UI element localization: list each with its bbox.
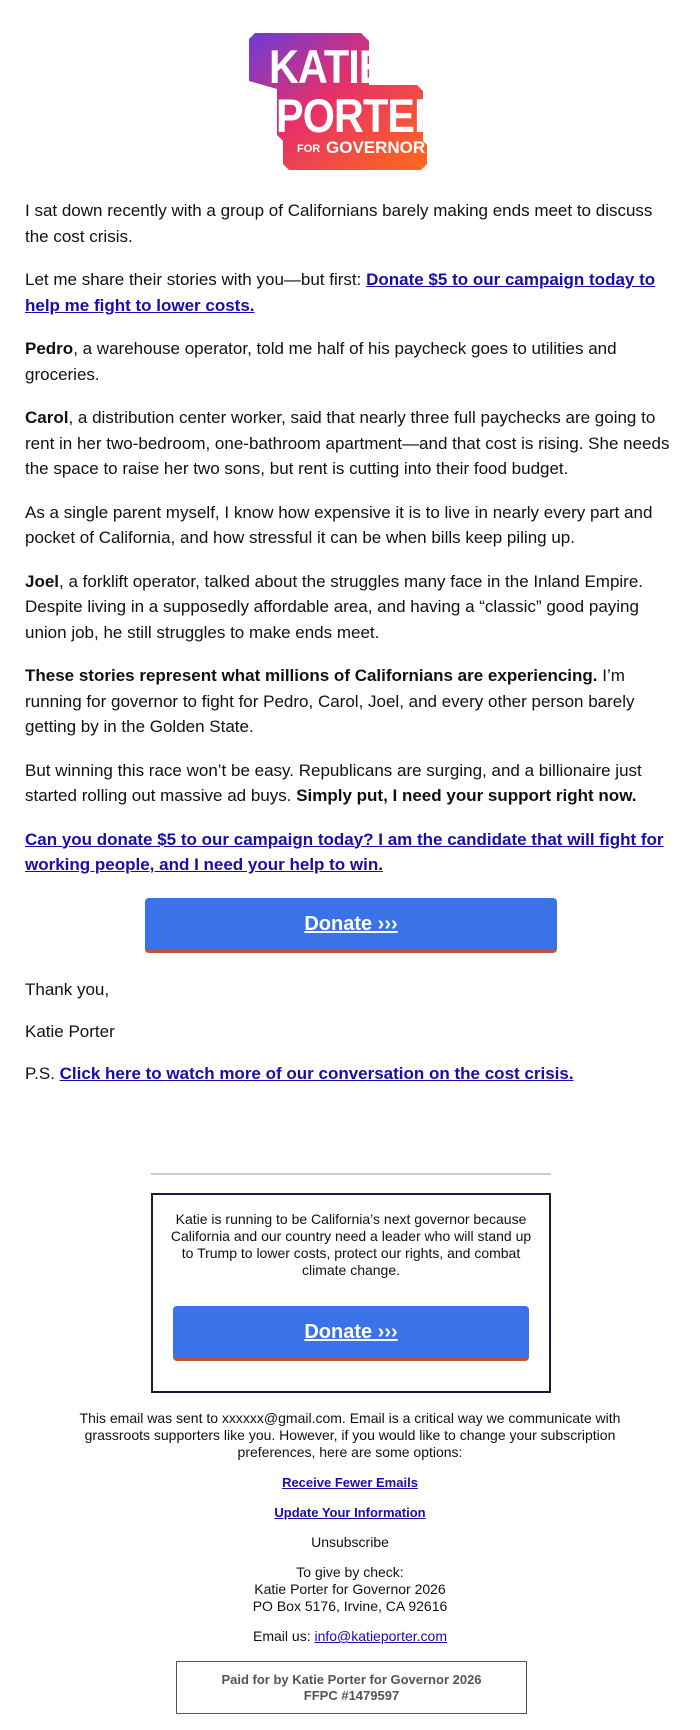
divider	[151, 1173, 551, 1175]
race-bold: Simply put, I need your support right now.	[296, 786, 637, 805]
closing	[25, 977, 574, 1103]
unsubscribe-link[interactable]: Unsubscribe	[311, 1534, 389, 1550]
paragraph-ask	[25, 827, 675, 878]
donate-link-ask[interactable]: Can you donate $5 to our campaign today? I am the candidate that will fight for working people, and I need your help to win.	[25, 829, 664, 874]
paragraph-stories	[25, 663, 675, 740]
race-text: But winning this race won’t be easy. Republicans are surging, and a billionaire just started rolling out massive ad buys.	[25, 760, 642, 805]
box-text: Katie is running to be California’s next governor because California and our country need a leader who will stand up to Trump to lower costs, protect our rights, and combat climate change.	[170, 1211, 532, 1278]
thank-you: Thank you,	[25, 980, 110, 999]
name-joel: Joel	[25, 571, 60, 591]
share-text: Let me share their stories with you—but first:	[25, 270, 367, 289]
paragraph-joel	[25, 569, 675, 646]
paid-line-1: Paid for by Katie Porter for Governor 2026	[221, 1672, 482, 1687]
signature: Katie Porter	[25, 1022, 115, 1041]
donate-button-main[interactable]: Donate ›››	[145, 898, 557, 953]
check-title: To give by check:	[296, 1564, 404, 1580]
check-address: PO Box 5176, Irvine, CA 92616	[252, 1598, 448, 1614]
message-body	[25, 198, 675, 896]
paragraph-share	[25, 267, 675, 318]
paragraph-single-parent: As a single parent myself, I know how expensive it is to live in nearly every part and pocket of California, and how stressful it can be when bills keep piling up.	[25, 502, 653, 547]
paragraph-carol	[25, 405, 675, 482]
email-us	[50, 1628, 650, 1645]
check-info	[50, 1564, 650, 1615]
pedro-text: , a warehouse operator, told me half of his paycheck goes to utilities and groceries.	[25, 339, 617, 384]
watch-conversation-link[interactable]: Click here to watch more of our conversation on the cost crisis.	[59, 1064, 574, 1083]
email-label: Email us:	[253, 1628, 315, 1644]
stories-text: I’m running for governor to fight for Pedro, Carol, Joel, and every other person barely getting by in the Golden State.	[25, 666, 635, 736]
campaign-logo[interactable]	[249, 33, 454, 170]
postscript	[25, 1061, 574, 1086]
paragraph-intro: I sat down recently with a group of Californians barely making ends meet to discuss the cost crisis.	[25, 201, 653, 246]
name-pedro: Pedro	[25, 339, 74, 358]
paid-for-disclaimer	[176, 1661, 527, 1714]
update-info-item	[50, 1504, 650, 1521]
paragraph-pedro	[25, 336, 675, 387]
logo-text-porter: PORTER	[276, 89, 444, 142]
name-carol: Carol	[25, 408, 69, 427]
logo-text-governor: GOVERNOR	[326, 138, 426, 157]
paragraph-race	[25, 758, 675, 809]
paid-line-2: FFPC #1479597	[303, 1688, 400, 1703]
ps-prefix: P.S.	[25, 1064, 60, 1083]
carol-text: , a distribution center worker, said that nearly three full paychecks are going to rent in her two-bedroom, one-bathroom apartment—and that cost is rising. She needs the space to raise her two sons, but rent is cutting into their food budget.	[25, 408, 670, 478]
footer	[50, 1410, 650, 1658]
governor-box	[151, 1193, 551, 1393]
donate-button-box[interactable]: Donate ›››	[173, 1306, 529, 1361]
update-information-link[interactable]: Update Your Information	[274, 1505, 426, 1520]
receive-fewer-emails-link[interactable]: Receive Fewer Emails	[282, 1475, 418, 1490]
logo-text-katie: KATIE	[269, 40, 386, 93]
joel-text: , a forklift operator, talked about the struggles many face in the Inland Empire. Despite living in a supposedly affordable area, and having a “classic” good paying union job, he still struggles to make ends meet.	[25, 571, 644, 642]
fewer-emails-item	[50, 1474, 650, 1491]
stories-bold: These stories represent what millions of Californians are experiencing.	[25, 666, 598, 685]
check-name: Katie Porter for Governor 2026	[254, 1581, 446, 1597]
logo-text-for: FOR	[297, 143, 321, 155]
donate-link-top[interactable]: Donate $5 to our campaign today to help me fight to lower costs.	[25, 270, 656, 315]
email-link[interactable]: info@katieporter.com	[314, 1628, 447, 1644]
subscription-notice: This email was sent to xxxxxx@gmail.com. Email is a critical way we communicate with grassroots supporters like you. However, if you would like to change your subscription preferences, here are some options:	[79, 1410, 621, 1460]
